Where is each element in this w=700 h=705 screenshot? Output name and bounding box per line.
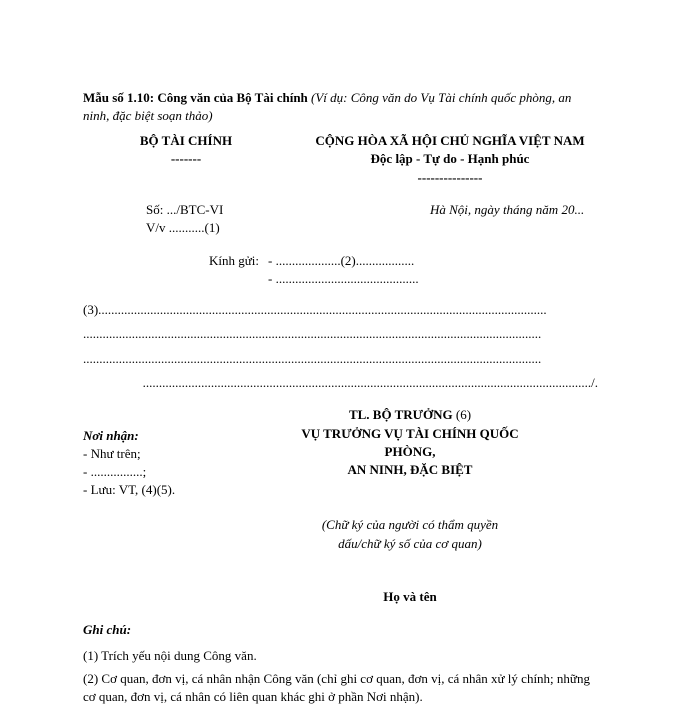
signature-position-cont: AN NINH, ĐẶC BIỆT [347,462,473,477]
form-title-label: Mẫu số 1.10: Công văn của Bộ Tài chính [83,90,308,105]
body-line: ........................................................................................................................................../. [142,375,598,390]
form-title [83,90,571,106]
national-underline: --------------- [417,170,483,185]
body-line: ............................................................................................................................................. [83,351,542,366]
recipient-line: - ............................................ [268,271,419,286]
signature-position: VỤ TRƯỞNG VỤ TÀI CHÍNH QUỐC [301,426,519,441]
place-date: Hà Nội, ngày tháng năm 20... [430,202,585,217]
signature-title-text: TL. BỘ TRƯỞNG [348,407,453,422]
document-subject: V/v ...........(1) [146,220,220,235]
note-item: (2) Cơ quan, đơn vị, cá nhân nhận Công văn (chỉ ghi cơ quan, đơn vị, cá nhân xử lý chính; những [83,671,590,686]
form-title-note-cont: ninh, đặc biệt soạn thảo) [83,108,213,123]
document-number: Số: .../BTC-VI [146,202,224,217]
receiver-item: - ................; [83,464,147,479]
recipients-label: Kính gửi: [209,253,260,268]
issuer-name: BỘ TÀI CHÍNH [139,133,233,148]
national-motto: CỘNG HÒA XÃ HỘI CHỦ NGHĨA VIỆT NAM [315,133,585,148]
receiver-item: - Lưu: VT, (4)(5). [83,482,176,497]
note-item-cont: cơ quan, đơn vị, cá nhân có liên quan khác ghi ở phần Nơi nhận). [83,689,423,704]
issuer-underline: ------- [170,151,202,166]
body-line: (3).......................................................................................................................................... [83,302,547,317]
notes-label: Ghi chú: [83,622,132,637]
signature-note: (Chữ ký của người có thẩm quyền [321,517,499,532]
national-slogan: Độc lập - Tự do - Hạnh phúc [370,151,530,166]
signature-note: dấu/chữ ký số của cơ quan) [338,536,482,551]
form-title-note: (Ví dụ: Công văn do Vụ Tài chính quốc phòng, an [311,90,572,105]
receiver-item: - Như trên; [83,446,141,461]
recipient-line: - ....................(2).................. [268,253,415,268]
receivers-label: Nơi nhận: [83,428,139,443]
body-line: ............................................................................................................................................. [83,326,542,341]
signature-position-cont: PHÒNG, [384,444,436,459]
note-item: (1) Trích yếu nội dung Công văn. [83,648,257,663]
signature-title-num: (6) [455,407,472,422]
signer-name: Họ và tên [383,589,437,604]
signature-title [290,407,530,423]
